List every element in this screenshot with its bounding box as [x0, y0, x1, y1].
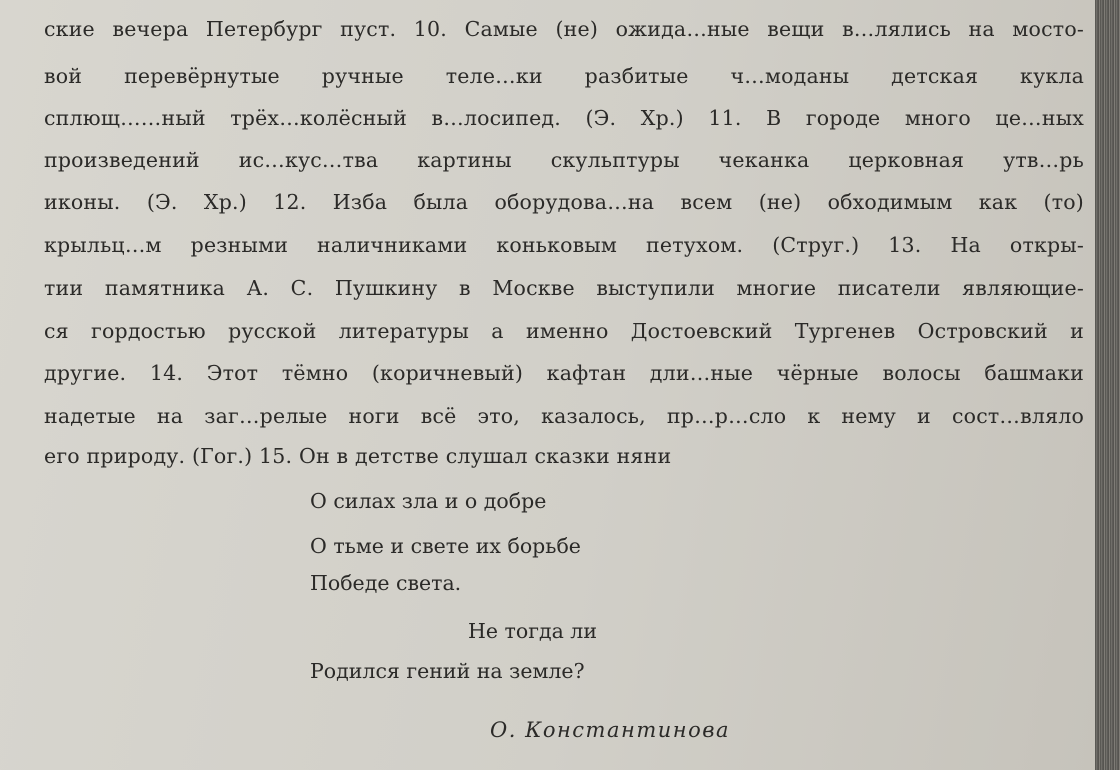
text-line-9: другие. 14. Этот тёмно (коричневый) кафтан дли…ные чёрные волосы башмаки [44, 361, 1084, 385]
text-line-1: ские вечера Петербург пуст. 10. Самые (не) ожида…ные вещи в…лялись на мосто- [44, 17, 1084, 41]
poem-line-3: Победе света. [310, 571, 462, 595]
poem-line-2: О тьме и свете их борьбе [310, 534, 581, 558]
text-line-5: иконы. (Э. Хр.) 12. Изба была оборудова…на всем (не) обходимым как (то) [44, 190, 1084, 214]
text-line-4: произведений ис…кус…тва картины скульптуры чеканка церковная утв…рь [44, 148, 1084, 172]
text-line-11: его природу. (Гог.) 15. Он в детстве слушал сказки няни [44, 444, 672, 468]
text-line-3: сплющ……ный трёх…колёсный в…лосипед. (Э. Хр.) 11. В городе много це…ных [44, 106, 1084, 130]
text-line-6: крыльц…м резными наличниками коньковым петухом. (Струг.) 13. На откры- [44, 233, 1084, 257]
text-line-7: тии памятника А. С. Пушкину в Москве выступили многие писатели являющие- [44, 276, 1084, 300]
book-spine-edge [1095, 0, 1120, 770]
text-line-2: вой перевёрнутые ручные теле…ки разбитые ч…моданы детская кукла [44, 64, 1084, 88]
text-line-8: ся гордостью русской литературы а именно Достоевский Тургенев Островский и [44, 319, 1084, 343]
poem-author: О. Константинова [490, 718, 730, 742]
poem-line-4: Не тогда ли [468, 619, 597, 643]
text-line-10: надетые на заг…релые ноги всё это, казалось, пр…р…сло к нему и сост…вляло [44, 404, 1084, 428]
poem-line-1: О силах зла и о добре [310, 489, 547, 513]
poem-line-5: Родился гений на земле? [310, 659, 585, 683]
